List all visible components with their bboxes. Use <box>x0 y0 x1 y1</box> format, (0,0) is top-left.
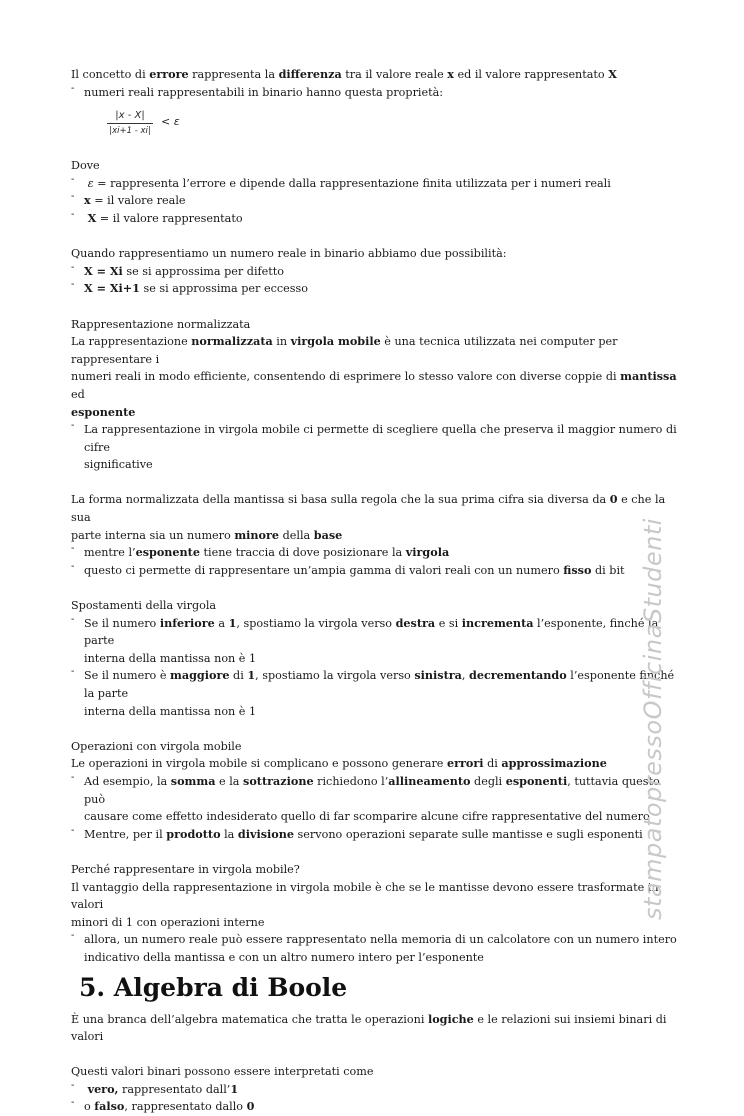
bold-term: esponenti <box>505 773 568 788</box>
bold-term: allineamento <box>388 773 471 788</box>
symbol: X = Xi <box>84 263 123 278</box>
text: Le operazioni in virgola mobile si complicano e possono generare <box>71 757 447 771</box>
text: = il valore rappresentato <box>96 211 243 225</box>
text: e la <box>215 774 244 788</box>
intro-line <box>71 66 681 84</box>
paragraph-line <box>71 1011 681 1046</box>
text: questo ci permette di rappresentare un’ampia gamma di valori reali con un numero <box>84 563 564 577</box>
text: Se il numero <box>84 616 160 630</box>
text: parte interna sia un numero <box>71 528 235 542</box>
intro-list <box>71 84 681 102</box>
bold-term: base <box>313 527 343 542</box>
text: Il concetto di <box>71 68 150 81</box>
bold-term: fisso <box>563 562 592 577</box>
list-item <box>71 210 681 228</box>
text: , rappresentato dallo <box>124 1100 247 1114</box>
document-page <box>71 66 681 1116</box>
possibilita-intro: Quando rappresentiamo un numero reale in binario abbiamo due possibilità: <box>71 247 507 261</box>
bold-term: decrementando <box>469 668 567 683</box>
bold-term: x <box>447 67 454 81</box>
bold-term: 1 <box>230 1081 239 1096</box>
bold-term: differenza <box>278 67 342 81</box>
text: = rappresenta l’errore e dipende dalla rappresentazione finita utilizzata per i numeri reali <box>93 176 611 190</box>
text: e le relazioni sui insiemi binari di valori <box>71 1012 667 1044</box>
bold-term: errori <box>447 756 484 771</box>
text: numeri reali in modo efficiente, consentendo di esprimere lo stesso valore con diverse coppie di <box>71 370 621 384</box>
bold-term: prodotto <box>166 826 221 841</box>
text: a <box>214 616 229 630</box>
paragraph-line <box>71 404 681 422</box>
paragraph-line <box>71 527 681 545</box>
paragraph-line: Questi valori binari possono essere interpretati come <box>71 1065 374 1079</box>
watermark-text: stampatopressoOfficinaStudenti <box>639 518 667 920</box>
bold-term: somma <box>170 773 216 788</box>
text: mentre l’ <box>84 546 136 560</box>
bold-term: virgola mobile <box>290 334 381 349</box>
list-item <box>71 773 681 826</box>
text: La rappresentazione <box>71 335 192 349</box>
formula-fraction <box>107 109 153 138</box>
bold-term: virgola <box>405 545 450 560</box>
text: o <box>84 1100 95 1114</box>
text: Se il numero è <box>84 669 171 683</box>
bold-term: minore <box>234 527 280 542</box>
text: = il valore reale <box>90 194 186 208</box>
symbol: ε <box>87 176 94 190</box>
spostamenti-list <box>71 615 681 721</box>
bold-term: errore <box>149 67 189 81</box>
normalizzata-heading: Rappresentazione normalizzata <box>71 317 251 331</box>
section-title: 5. Algebra di Boole <box>79 972 348 1002</box>
text: e che la sua <box>71 493 666 525</box>
bold-term: normalizzata <box>191 334 273 349</box>
text: se si approssima per eccesso <box>139 282 308 296</box>
bold-term: sinistra <box>414 668 462 683</box>
perche-list <box>71 931 681 966</box>
bold-term: 0 <box>246 1099 255 1114</box>
bold-term: destra <box>395 615 436 630</box>
text: , spostiamo la virgola verso <box>255 669 415 683</box>
list-item <box>71 421 681 474</box>
text: rappresentato dall’ <box>118 1082 231 1096</box>
text: interna della mantissa non è 1 <box>84 704 257 718</box>
error-formula <box>107 105 681 151</box>
text: , spostiamo la virgola verso <box>236 616 396 630</box>
text: tra il valore reale <box>341 68 448 81</box>
forma-list <box>71 544 681 579</box>
symbol: X <box>87 210 97 225</box>
bold-term: esponente <box>135 545 200 560</box>
paragraph-line: Il vantaggio della rappresentazione in virgola mobile è che se le mantisse devono essere trasformate in valori <box>71 880 659 912</box>
text: di <box>483 757 502 771</box>
text: Mentre, per il <box>84 827 167 841</box>
text: è una tecnica utilizzata nei computer per rappresentare i <box>71 335 618 366</box>
operazioni-heading: Operazioni con virgola mobile <box>71 739 242 753</box>
bold-term: divisione <box>237 826 294 841</box>
list-item: - numeri reali rappresentabili in binario hanno questa proprietà: <box>71 84 681 102</box>
paragraph-line <box>71 491 681 526</box>
operazioni-list <box>71 773 681 843</box>
possibilita-list <box>71 263 681 298</box>
symbol: x <box>84 193 91 208</box>
text: degli <box>470 774 506 788</box>
text: La forma normalizzata della mantissa si basa sulla regola che la sua prima cifra sia diversa da <box>71 493 610 507</box>
text: ed il valore rappresentato <box>453 68 609 81</box>
spostamenti-heading: Spostamenti della virgola <box>71 599 217 613</box>
text: di bit <box>591 563 625 577</box>
list-item <box>71 826 681 844</box>
text: ed <box>71 387 85 401</box>
paragraph-line: minori di 1 con operazioni interne <box>71 915 265 929</box>
text: indicativo della mantissa e con un altro numero intero per l’esponente <box>84 950 484 964</box>
list-item <box>71 615 681 668</box>
bold-term: mantissa <box>620 369 677 384</box>
text: significative <box>84 458 153 472</box>
text: l’esponente, finché la parte <box>84 616 659 648</box>
bold-term: esponente <box>71 404 136 419</box>
list-item <box>71 1098 681 1116</box>
bold-term: logiche <box>427 1011 474 1026</box>
list-item <box>71 280 681 298</box>
bold-term: sottrazione <box>243 773 314 788</box>
text: È una branca dell’algebra matematica che tratta le operazioni <box>71 1012 428 1026</box>
text: allora, un numero reale può essere rappresentato nella memoria di un calcolatore con un numero intero <box>84 933 677 947</box>
text: Ad esempio, la <box>84 774 171 788</box>
bold-term: vero, <box>87 1081 119 1096</box>
text: causare come effetto indesiderato quello di far scomparire alcune cifre rappresentative del numero <box>84 810 650 824</box>
bold-term: incrementa <box>461 615 534 630</box>
dove-list <box>71 175 681 228</box>
bold-term: 1 <box>228 615 237 630</box>
text: la <box>220 827 238 841</box>
list-item <box>71 544 681 562</box>
bold-term: X <box>608 67 617 81</box>
paragraph-line <box>71 333 681 368</box>
bold-term: falso <box>94 1099 125 1114</box>
formula-denominator: |xi+1 - xi| <box>109 126 151 137</box>
text: interna della mantissa non è 1 <box>84 651 257 665</box>
text: La rappresentazione in virgola mobile ci permette di scegliere quella che preserva il maggior numero di cifre <box>84 423 677 454</box>
paragraph-line <box>71 368 681 403</box>
bold-term: maggiore <box>170 668 230 683</box>
bold-term: 0 <box>609 492 618 507</box>
text: tiene traccia di dove posizionare la <box>199 546 406 560</box>
list-item <box>71 1081 681 1099</box>
boole-list <box>71 1081 681 1116</box>
list-item <box>71 192 681 210</box>
text: richiedono l’ <box>313 774 389 788</box>
perche-heading: Perché rappresentare in virgola mobile? <box>71 862 300 876</box>
list-item <box>71 931 681 966</box>
bold-term: 1 <box>247 668 256 683</box>
text: della <box>279 528 314 542</box>
bold-term: inferiore <box>159 615 215 630</box>
formula-relation: < ε <box>161 115 180 129</box>
paragraph-line <box>71 755 681 773</box>
list-item <box>71 175 681 193</box>
text: e si <box>435 616 462 630</box>
text: se si approssima per difetto <box>122 264 285 278</box>
list-item <box>71 263 681 281</box>
text: , <box>461 669 470 683</box>
text: servono operazioni separate sulle mantisse e sugli esponenti <box>294 827 643 841</box>
list-item <box>71 562 681 580</box>
formula-numerator: |x - X| <box>107 109 153 124</box>
text: l’esponente finché la parte <box>84 669 675 700</box>
normalizzata-list <box>71 421 681 474</box>
dove-heading: Dove <box>71 159 100 173</box>
text: , tuttavia questo può <box>84 774 660 806</box>
text: di <box>229 669 248 683</box>
text: in <box>272 335 291 349</box>
bold-term: approssimazione <box>501 756 607 771</box>
symbol: X = Xi+1 <box>84 281 140 296</box>
list-item <box>71 667 681 720</box>
text: rappresenta la <box>188 68 279 81</box>
